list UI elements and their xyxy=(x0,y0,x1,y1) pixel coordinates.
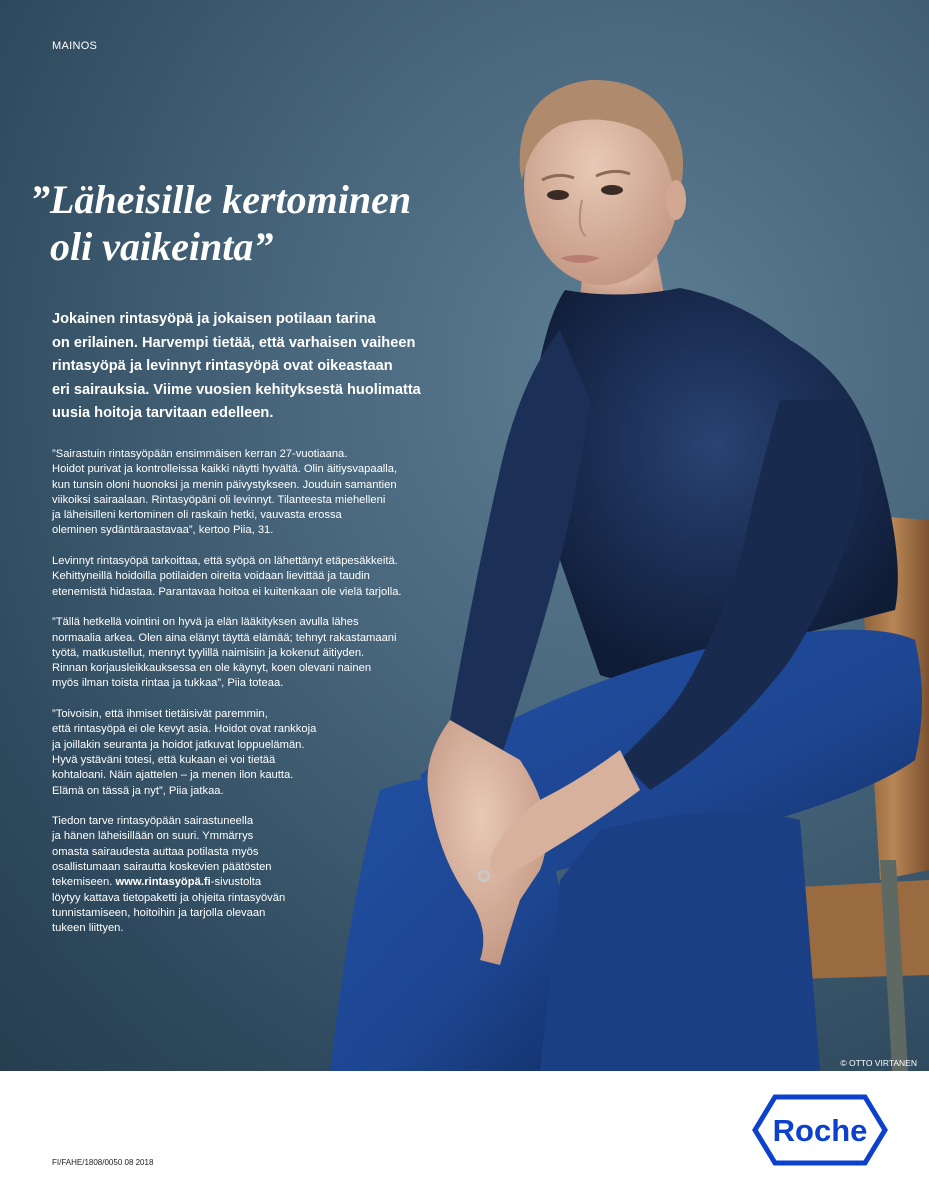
body-line: viikoiksi sairaalaan. Rintasyöpäni oli levinnyt. Tilanteesta miehelleni xyxy=(52,493,386,506)
body-line: myös ilman toista rintaa ja tukkaa”, Piia toteaa. xyxy=(52,677,284,690)
eye xyxy=(547,190,569,200)
body-paragraph xyxy=(52,554,442,600)
link-suffix: -sivustolta xyxy=(210,876,262,889)
body-line: tunnistamiseen, hoitoihin ja tarjolla olevaan xyxy=(52,906,266,919)
body-text xyxy=(52,447,442,952)
eye xyxy=(601,185,623,195)
body-line: Hyvä ystäväni totesi, että kukaan ei voi tietää xyxy=(52,753,276,766)
body-line: ja läheisilleni kertominen oli raskain hetki, vauvasta erossa xyxy=(52,509,342,522)
body-line: löytyy kattava tietopaketti ja ohjeita rintasyövän xyxy=(52,891,286,904)
lead-line: rintasyöpä ja levinnyt rintasyöpä ovat oikeastaan xyxy=(52,358,393,375)
body-paragraph xyxy=(52,615,442,691)
body-line: työtä, matkustellut, mennyt tyylillä naimisiin ja kokenut äitiyden. xyxy=(52,646,365,659)
body-line: Kehittyneillä hoidoilla potilaiden oireita voidaan lievittää ja taudin xyxy=(52,570,370,583)
lead-line: uusia hoitoja tarvitaan edelleen. xyxy=(52,405,274,422)
body-line: Levinnyt rintasyöpä tarkoittaa, että syöpä on lähettänyt etäpesäkkeitä. xyxy=(52,555,398,568)
headline xyxy=(30,176,490,270)
body-paragraph xyxy=(52,447,442,539)
link-prefix: tekemiseen. xyxy=(52,876,116,889)
body-line: Elämä on tässä ja nyt”, Piia jatkaa. xyxy=(52,784,224,797)
body-paragraph-final xyxy=(52,814,442,936)
body-line: kohtaloani. Näin ajattelen – ja menen ilon kautta. xyxy=(52,769,294,782)
body-line: tukeen liittyen. xyxy=(52,922,124,935)
lead-line: eri sairauksia. Viime vuosien kehityksestä huolimatta xyxy=(52,381,421,398)
headline-line: oli vaikeinta” xyxy=(50,224,274,269)
body-line: osallistumaan sairautta koskevien päätösten xyxy=(52,861,272,874)
website-link[interactable]: www.rintasyöpä.fi xyxy=(115,876,211,889)
body-line: ja hänen läheisillään on suuri. Ymmärrys xyxy=(52,830,254,843)
body-line-with-link xyxy=(52,875,442,890)
body-line: oleminen sydäntäraastavaa”, kertoo Piia, 31. xyxy=(52,524,274,537)
body-line: ”Sairastuin rintasyöpään ensimmäisen kerran 27-vuotiaana. xyxy=(52,448,348,460)
lead-line: on erilainen. Harvempi tietää, että varhaisen vaiheen xyxy=(52,334,416,351)
roche-logo xyxy=(752,1094,888,1166)
body-paragraph xyxy=(52,707,442,799)
body-line: Rinnan korjausleikkauksessa en ole käynyt, koen olevani nainen xyxy=(52,662,372,675)
headline-line: ”Läheisille kertominen xyxy=(30,177,412,222)
body-line: ja joillakin seuranta ja hoidot jatkuvat loppuelämän. xyxy=(52,738,305,751)
body-line: kun tunsin oloni huonoksi ja menin päivystykseen. Jouduin samantien xyxy=(52,478,397,491)
body-line: normaalia arkea. Olen aina elänyt täyttä elämää; tehnyt rakastamaani xyxy=(52,631,397,644)
photo-credit: © OTTO VIRTANEN xyxy=(840,1058,917,1068)
body-line: etenemistä hidastaa. Parantavaa hoitoa ei kuitenkaan ole vielä tarjolla. xyxy=(52,585,402,598)
body-line: ”Toivoisin, että ihmiset tietäisivät paremmin, xyxy=(52,708,268,721)
body-line: että rintasyöpä ei ole kevyt asia. Hoidot ovat rankkoja xyxy=(52,723,317,736)
body-line: Hoidot purivat ja kontrolleissa kaikki näytti hyvältä. Olin äitiysvapaalla, xyxy=(52,463,398,476)
lead-line: Jokainen rintasyöpä ja jokaisen potilaan tarina xyxy=(52,311,376,327)
logo-text: Roche xyxy=(772,1113,868,1148)
body-line: Tiedon tarve rintasyöpään sairastuneella xyxy=(52,815,254,828)
lead-paragraph xyxy=(52,308,442,426)
ear xyxy=(666,180,686,220)
body-line: ”Tällä hetkellä vointini on hyvä ja elän lääkityksen avulla lähes xyxy=(52,616,359,629)
footer-code: FI/FAHE/1808/0050 08 2018 xyxy=(52,1158,154,1167)
advertisement-label: MAINOS xyxy=(52,40,98,52)
body-line: omasta sairaudesta auttaa potilasta myös xyxy=(52,845,259,858)
